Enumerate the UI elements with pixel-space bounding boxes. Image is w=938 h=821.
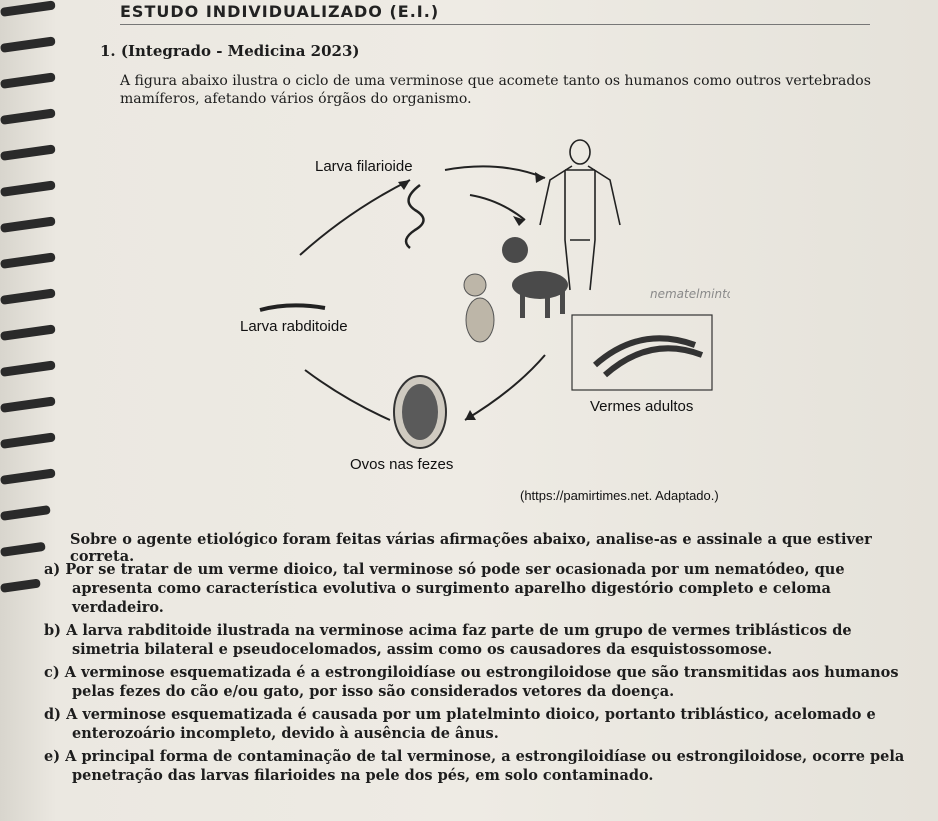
question-stem: Sobre o agente etiológico foram feitas várias afirmações abaixo, analise-as e assinale a que estiver correta. — [70, 531, 872, 565]
label-larva-filarioide: Larva filarioide — [315, 158, 413, 175]
figure-source: (https://pamirtimes.net. Adaptado.) — [520, 488, 719, 503]
cycle-arrow-to-dog — [470, 195, 525, 220]
option-b[interactable]: b) A larva rabditoide ilustrada na verminose acima faz parte de um grupo de vermes triblásticos de simetria bilateral e pseudocelomados, assim como os causadores da esquistossomose. — [44, 622, 852, 658]
life-cycle-figure — [210, 130, 730, 520]
cat-icon — [464, 274, 494, 342]
option-a[interactable]: a) Por se tratar de um verme dioico, tal verminose só pode ser ocasionada por um nematódeo, que apresenta como característica evolutiva o surgimento aparelho digestório completo e celoma verdadeiro. — [44, 561, 845, 616]
answer-options — [40, 560, 920, 789]
label-larva-rabditoide: Larva rabditoide — [240, 318, 348, 335]
cycle-arrow-to-human — [445, 166, 545, 178]
header-divider — [120, 24, 870, 25]
option-e[interactable]: e) A principal forma de contaminação de tal verminose, a estrongiloidíase ou estrongiloidose, ocorre pela penetração das larvas filarioides na pele dos pés, em solo contaminado. — [44, 748, 905, 784]
larva-filarioide-icon — [406, 185, 424, 248]
handwritten-note: nematelminto — [650, 287, 730, 301]
label-ovos-fezes: Ovos nas fezes — [350, 456, 454, 473]
option-c[interactable]: c) A verminose esquematizada é a estrongiloidíase ou estrongiloidose que são transmitidas aos humanos pelas fezes do cão e/ou gato, por isso são considerados vetores da doença. — [44, 664, 899, 700]
dog-icon — [502, 237, 568, 318]
cycle-arrow-left-top — [300, 180, 410, 255]
cycle-arrow-to-eggs — [465, 355, 545, 420]
larva-rabditoide-icon — [260, 305, 325, 310]
egg-icon — [394, 376, 446, 448]
human-figure-icon — [540, 140, 620, 290]
page-header-title: ESTUDO INDIVIDUALIZADO (E.I.) — [120, 2, 440, 21]
question-intro: A figura abaixo ilustra o ciclo de uma verminose que acomete tanto os humanos como outros vertebrados mamíferos, afetando vários órgãos do organismo. — [120, 73, 871, 107]
question-title: 1. (Integrado - Medicina 2023) — [100, 42, 360, 60]
label-vermes-adultos: Vermes adultos — [590, 398, 694, 415]
cycle-arrow-to-rabditoide — [305, 370, 390, 420]
option-d[interactable]: d) A verminose esquematizada é causada por um platelminto dioico, portanto triblástico, acelomado e enterozoário incompleto, devido à ausência de ânus. — [44, 706, 876, 742]
